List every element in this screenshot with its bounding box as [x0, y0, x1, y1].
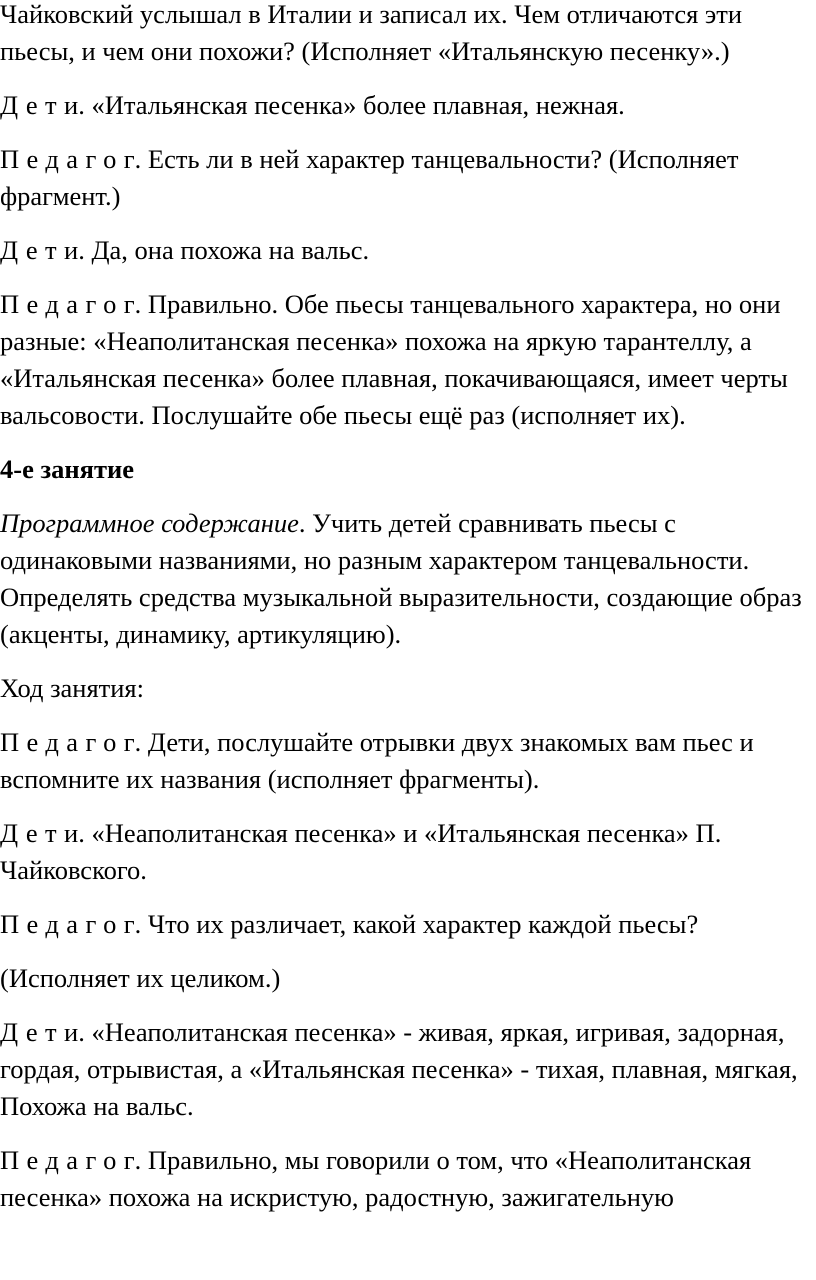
paragraph-children-reply [0, 1014, 808, 1125]
paragraph-text: . Учить детей сравнивать пьесы с одинаковыми названиями, но разным характером танцевальности. Определять средства музыкальной выразительности, создающие образ (акценты, динамику, артикуляцию). [0, 508, 802, 649]
paragraph-text: Чайковский услышал в Италии и записал их. Чем отличаются эти пьесы, и чем они похожи? (Исполняет «Итальянскую песенку».) [0, 0, 743, 66]
paragraph-text: . «Итальянская песенка» более плавная, нежная. [78, 90, 625, 120]
paragraph-text: Ход занятия: [0, 673, 144, 703]
paragraph-text: . Что их различает, какой характер каждой пьесы? [134, 909, 699, 939]
paragraph-children-reply [0, 815, 808, 889]
speaker-label: Педагог [0, 727, 143, 757]
speaker-label: Педагог [0, 144, 143, 174]
paragraph-text: . «Неаполитанская песенка» и «Итальянская песенка» П. Чайковского. [0, 818, 722, 885]
paragraph-teacher-question [0, 906, 808, 943]
paragraph-teacher-explanation [0, 286, 808, 434]
paragraph-teacher-instruction [0, 724, 808, 798]
paragraph-teacher-question [0, 141, 808, 215]
speaker-label: Дети [0, 90, 86, 120]
speaker-label: Дети [0, 235, 86, 265]
speaker-label: Дети [0, 818, 86, 848]
speaker-label: Педагог [0, 1145, 143, 1175]
paragraph-text: . Да, она похожа на вальс. [78, 235, 370, 265]
paragraph-text: . «Неаполитанская песенка» - живая, яркая, игривая, задорная, гордая, отрывистая, а «Итальянская песенка» - тихая, плавная, мягкая, Похожа на вальс. [0, 1017, 798, 1121]
paragraph-text: (Исполняет их целиком.) [0, 963, 281, 993]
paragraph-lesson-course [0, 670, 808, 707]
speaker-label: Дети [0, 1017, 86, 1047]
paragraph-text: . Дети, послушайте отрывки двух знакомых вам пьес и вспомните их названия (исполняет фрагменты). [0, 727, 754, 794]
paragraph-intro [0, 0, 808, 70]
speaker-label: Педагог [0, 289, 143, 319]
paragraph-text: . Правильно, мы говорили о том, что «Неаполитанская песенка» похожа на искристую, радостную, зажигательную [0, 1145, 752, 1212]
section-heading: 4-е занятие [0, 454, 135, 484]
program-content-label: Программное содержание [0, 508, 299, 538]
paragraph-children-reply [0, 87, 808, 124]
paragraph-program-content [0, 505, 808, 653]
paragraph-teacher-explanation [0, 1142, 808, 1216]
speaker-label: Педагог [0, 909, 143, 939]
paragraph-children-reply [0, 232, 808, 269]
paragraph-text: . Правильно. Обе пьесы танцевального характера, но они разные: «Неаполитанская песенка» похожа на яркую тарантеллу, а «Итальянская песенка» более плавная, покачивающаяся, имеет черты вальсовости. Послушайте обе пьесы ещё раз (исполняет их). [0, 289, 788, 430]
paragraph-stage-direction [0, 960, 808, 997]
paragraph-text: . Есть ли в ней характер танцевальности? (Исполняет фрагмент.) [0, 144, 739, 211]
